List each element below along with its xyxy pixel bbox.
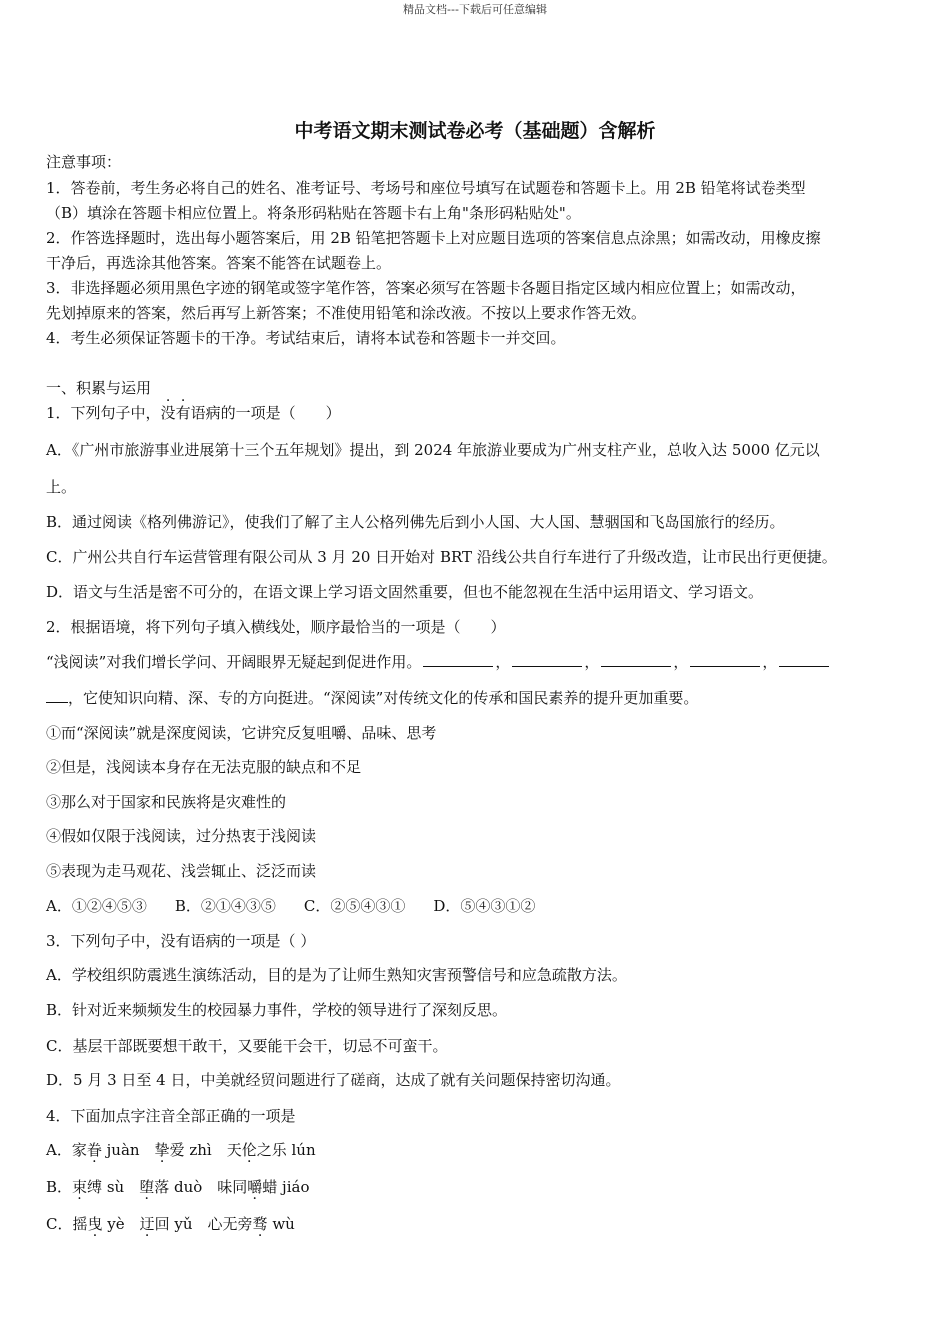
option-c: C．广州公共自行车运营管理有限公司从 3 月 20 日开始对 BRT 沿线公共自行车进行了升级改造，让市民出行更便捷。 bbox=[46, 548, 837, 566]
notice-line: 4．考生必须保证答题卡的干净。考试结束后，请将本试卷和答题卡一并交回。 bbox=[46, 329, 566, 347]
notice-line: 先划掉原来的答案，然后再写上新答案；不准使用铅笔和涂改液。不按以上要求作答无效。 bbox=[46, 304, 647, 322]
emphasis-char: 有 bbox=[175, 404, 191, 422]
option-a: A．学校组织防震逃生演练活动，目的是为了让师生熟知灾害预警信号和应急疏散方法。 bbox=[46, 966, 627, 984]
emphasis-char: 挚 bbox=[154, 1141, 170, 1159]
sentence-item: ④假如仅限于浅阅读，过分热衷于浅阅读 bbox=[46, 827, 317, 845]
notice-line: 1．答卷前，考生务必将自己的姓名、准考证号、考场号和座位号填写在试题卷和答题卡上。用 2B 铅笔将试卷类型 bbox=[46, 179, 806, 197]
document-title: 中考语文期末测试卷必考（基础题）含解析 bbox=[294, 120, 656, 142]
option-b: B．通过阅读《格列佛游记》，使我们了解了主人公格列佛先后到小人国、大人国、慧骃国和飞岛国旅行的经历。 bbox=[46, 513, 785, 531]
emphasis-char: 堕 bbox=[139, 1178, 155, 1196]
emphasis-char: 嚼 bbox=[247, 1178, 263, 1196]
question-1-stem: 1．下列句子中，没有语病的一项是（ ） bbox=[46, 404, 341, 422]
section-heading: 一、积累与运用 bbox=[46, 379, 152, 397]
answer-blank bbox=[601, 652, 671, 667]
answer-blank bbox=[779, 652, 829, 667]
emphasis-char: 束 bbox=[72, 1178, 88, 1196]
question-3-stem: 3．下列句子中，没有语病的一项是（ ） bbox=[46, 932, 316, 950]
option-a: A．①②④⑤③ bbox=[46, 897, 147, 915]
question-2-passage: “浅阅读”对我们增长学问、开阔眼界无疑起到促进作用。 ， ， ， ， bbox=[46, 652, 906, 672]
emphasis-char: 曳 bbox=[87, 1215, 103, 1233]
answer-blank bbox=[423, 652, 493, 667]
answer-blank bbox=[46, 688, 68, 703]
option-b: B．②①④③⑤ bbox=[174, 897, 276, 915]
notice-line: 3．非选择题必须用黑色字迹的钢笔或签字笔作答，答案必须写在答题卡各题目指定区域内相应位置上；如需改动， bbox=[46, 279, 806, 297]
emphasis-char: 眷 bbox=[86, 1141, 102, 1159]
question-2-options bbox=[46, 896, 906, 916]
option-d: D．⑤④③①② bbox=[433, 897, 536, 915]
sentence-item: ⑤表现为走马观花、浅尝辄止、泛泛而读 bbox=[46, 862, 317, 880]
option-b: B．束缚 sù 堕落 duò 味同嚼蜡 jiáo bbox=[46, 1178, 310, 1196]
answer-blank bbox=[690, 652, 760, 667]
question-2-stem: 2．根据语境，将下列句子填入横线处，顺序最恰当的一项是（ ） bbox=[46, 618, 506, 636]
option-a: A．家眷 juàn 挚爱 zhì 天伦之乐 lún bbox=[46, 1141, 316, 1159]
option-a-continued: 上。 bbox=[46, 478, 77, 496]
option-d: D．语文与生活是密不可分的，在语文课上学习语文固然重要，但也不能忽视在生活中运用语文、学习语文。 bbox=[46, 583, 764, 601]
option-a: A．《广州市旅游事业进展第十三个五年规划》提出，到 2024 年旅游业要成为广州支柱产业，总收入达 5000 亿元以 bbox=[46, 441, 820, 459]
notice-line: 干净后，再选涂其他答案。答案不能答在试题卷上。 bbox=[46, 254, 392, 272]
answer-blank bbox=[512, 652, 582, 667]
emphasis-char: 迂 bbox=[139, 1215, 155, 1233]
option-b: B．针对近来频频发生的校园暴力事件，学校的领导进行了深刻反思。 bbox=[46, 1001, 508, 1019]
notice-line: 2．作答选择题时，选出每小题答案后，用 2B 铅笔把答题卡上对应题目选项的答案信息点涂黑；如需改动，用橡皮擦 bbox=[46, 229, 821, 247]
option-c: C．摇曳 yè 迂回 yǔ 心无旁骛 wù bbox=[46, 1215, 295, 1233]
emphasis-char: 骛 bbox=[252, 1215, 268, 1233]
question-2-passage-continued: ，它使知识向精、深、专的方向挺进。“深阅读”对传统文化的传承和国民素养的提升更加重要。 bbox=[46, 688, 906, 708]
notice-line: （B）填涂在答题卡相应位置上。将条形码粘贴在答题卡右上角"条形码粘贴处"。 bbox=[46, 204, 581, 222]
question-4-stem: 4．下面加点字注音全部正确的一项是 bbox=[46, 1107, 296, 1125]
sentence-item: ①而“深阅读”就是深度阅读，它讲究反复咀嚼、品味、思考 bbox=[46, 724, 437, 742]
emphasis-char: 没 bbox=[160, 404, 176, 422]
page-header: 精品文档---下载后可任意编辑 bbox=[403, 3, 547, 16]
emphasis-char: 伦 bbox=[241, 1141, 257, 1159]
notice-heading: 注意事项： bbox=[46, 153, 122, 171]
option-c: C．②⑤④③① bbox=[303, 897, 406, 915]
sentence-item: ②但是，浅阅读本身存在无法克服的缺点和不足 bbox=[46, 758, 362, 776]
option-c: C．基层干部既要想干敢干，又要能干会干，切忌不可蛮干。 bbox=[46, 1037, 448, 1055]
sentence-item: ③那么对于国家和民族将是灾难性的 bbox=[46, 793, 287, 811]
option-d: D．5 月 3 日至 4 日，中美就经贸问题进行了磋商，达成了就有关问题保持密切沟通。 bbox=[46, 1071, 621, 1089]
